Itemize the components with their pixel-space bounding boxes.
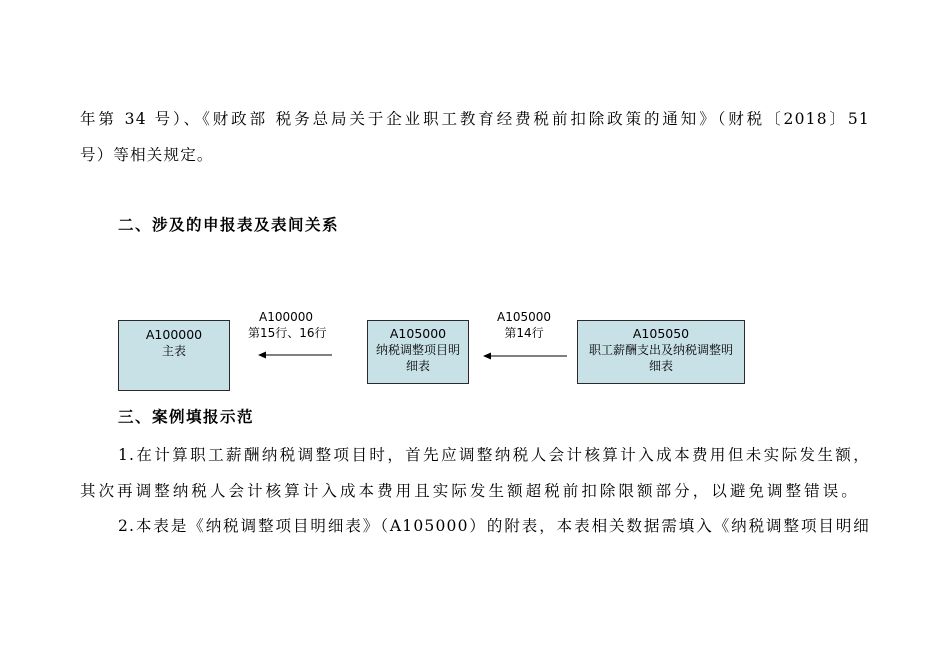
paragraph-line: 年第 34 号）、《财政部 税务总局关于企业职工教育经费税前扣除政策的通知》（财税〔2018〕51 (80, 110, 870, 128)
left-arrow-icon (483, 351, 567, 361)
arrow-label-rows: 第15行、16行 (248, 326, 327, 340)
table-name: 职工薪酬支出及纳税调整明细表 (588, 343, 733, 373)
table-name: 主表 (161, 344, 186, 358)
arrow-label-a100000 (248, 309, 327, 341)
left-arrow-icon (258, 350, 332, 360)
arrow-label-rows: 第14行 (504, 326, 544, 340)
table-code: A105050 (632, 326, 690, 341)
table-code: A100000 (145, 327, 203, 342)
paragraph-line: 1.在计算职工薪酬纳税调整项目时，首先应调整纳税人会计核算计入成本费用但未实际发生额， (118, 446, 870, 464)
table-box-a100000 (118, 320, 230, 391)
section-heading: 三、案例填报示范 (118, 408, 255, 426)
paragraph-line: 号）等相关规定。 (80, 146, 214, 164)
paragraph-line: 2.本表是《纳税调整项目明细表》（A105000）的附表，本表相关数据需填入《纳税调整项目明细 (118, 517, 870, 535)
table-code: A105000 (389, 326, 447, 341)
table-name: 纳税调整项目明细表 (375, 343, 460, 373)
paragraph-line: 其次再调整纳税人会计核算计入成本费用且实际发生额超税前扣除限额部分，以避免调整错误。 (80, 482, 858, 500)
table-box-a105050 (577, 320, 745, 384)
arrow-label-code: A105000 (496, 310, 552, 324)
arrow-label-code: A100000 (258, 310, 314, 324)
arrow-label-a105000 (487, 309, 561, 341)
table-box-a105000 (367, 320, 469, 384)
section-heading: 二、涉及的申报表及表间关系 (118, 216, 340, 234)
